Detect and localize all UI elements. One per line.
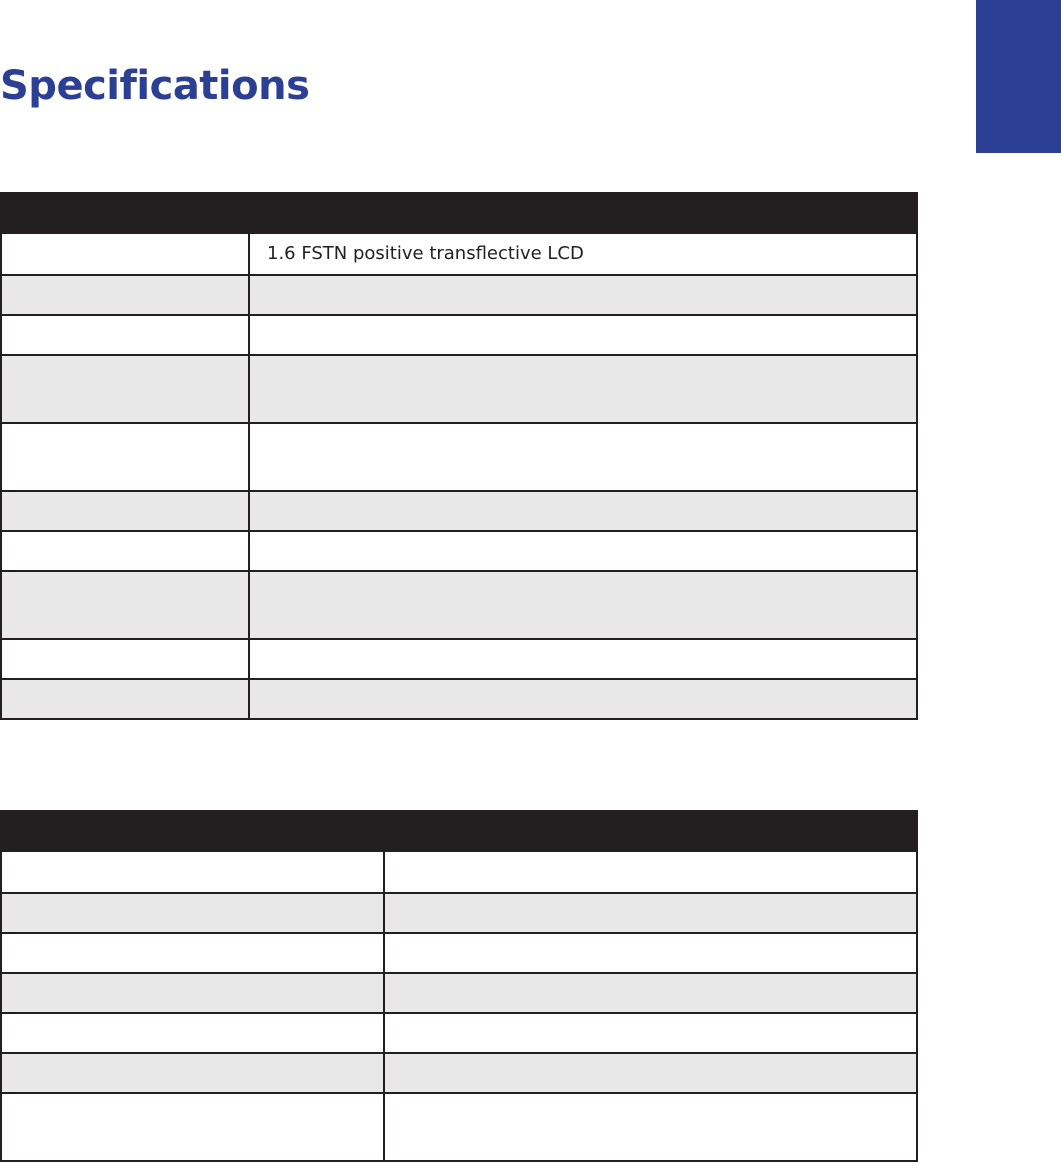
row-label [2,894,385,932]
table-row [2,314,916,354]
row-value: 1.6 FSTN positive transflective LCD [267,243,584,264]
row-label [2,852,385,892]
row-label [2,1054,385,1092]
row-value [385,852,916,892]
row-label [2,234,250,274]
row-value [250,424,916,490]
row-value [385,1094,916,1160]
page-title: Specifications [0,63,310,109]
row-value [385,1014,916,1052]
row-label [2,974,385,1012]
row-value [250,532,916,570]
row-label [2,532,250,570]
table-row [2,972,916,1012]
row-value [250,640,916,678]
row-label [2,356,250,422]
table-row [2,490,916,530]
table-header [2,810,916,852]
row-label [2,424,250,490]
table-row [2,892,916,932]
row-value [385,1054,916,1092]
table-row [2,570,916,638]
row-label [2,1014,385,1052]
table-header [2,192,916,234]
table-row [2,852,916,892]
row-value [250,492,916,530]
row-value [250,316,916,354]
row-label [2,640,250,678]
row-value [385,934,916,972]
row-value [385,974,916,1012]
row-value [250,572,916,638]
row-label [2,934,385,972]
row-value [385,894,916,932]
row-label [2,316,250,354]
row-label [2,572,250,638]
row-label [2,492,250,530]
table-row [2,1012,916,1052]
table-row [2,354,916,422]
table-row [2,422,916,490]
table-row [2,1052,916,1092]
secondary-spec-table [0,810,918,1162]
table-row [2,932,916,972]
row-label [2,1094,385,1160]
display-spec-table [0,192,918,720]
table-row [2,638,916,678]
row-value [250,276,916,314]
row-label [2,276,250,314]
table-row [2,234,916,274]
table-row [2,1092,916,1160]
section-tab-marker [976,0,1061,153]
row-label [2,680,250,718]
table-row [2,678,916,718]
row-value [250,680,916,718]
table-row [2,530,916,570]
table-row [2,274,916,314]
row-value [250,356,916,422]
